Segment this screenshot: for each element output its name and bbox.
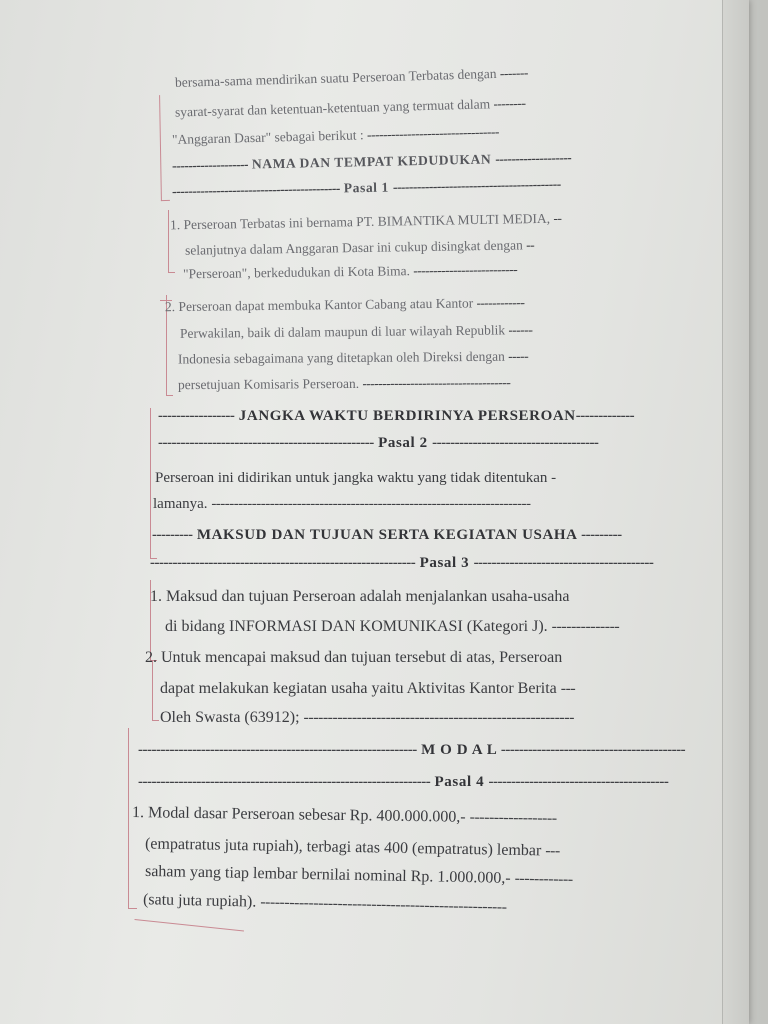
article-line: Perwakilan, baik di dalam maupun di luar wilayah Republik ------: [179, 322, 533, 341]
pasal-label: ----------------------------------------------------------------- Pasal 4 ----------------------------------------: [138, 774, 669, 790]
article-line: persetujuan Komisaris Perseroan. -------------------------------------: [177, 374, 511, 393]
article-line: 1. Perseroan Terbatas ini bernama PT. BIMANTIKA MULTI MEDIA, --: [169, 210, 562, 233]
article-line: 1. Modal dasar Perseroan sebesar Rp. 400.000.000,- ------------------: [131, 804, 557, 827]
article-line: selanjutnya dalam Anggaran Dasar ini cukup disingkat dengan --: [184, 237, 535, 258]
article-line: Oleh Swasta (63912); --------------------------------------------------------: [160, 709, 574, 726]
margin-bracket: [159, 95, 170, 201]
article-line: (empatratus juta rupiah), terbagi atas 400 (empatratus) lembar ---: [144, 835, 560, 860]
pasal-label: ------------------------------------------ Pasal 1 ------------------------------------------: [171, 176, 561, 199]
margin-bracket: [152, 660, 159, 721]
article-line: 1. Maksud dan tujuan Perseroan adalah menjalankan usaha-usaha: [150, 588, 570, 605]
article-line: "Perseroan", berkedudukan di Kota Bima. --------------------------: [182, 261, 518, 282]
section-heading: ----------------- JANGKA WAKTU BERDIRINYA PERSEROAN-------------: [158, 408, 635, 424]
article-line: Indonesia sebagaimana yang ditetapkan oleh Direksi dengan -----: [177, 348, 529, 367]
article-line: 2. Perseroan dapat membuka Kantor Cabang atau Kantor ------------: [164, 294, 525, 315]
pasal-label: ------------------------------------------------ Pasal 2 -------------------------------------: [158, 435, 599, 451]
section-heading: --------- MAKSUD DAN TUJUAN SERTA KEGIATAN USAHA ---------: [152, 527, 622, 543]
article-line: saham yang tiap lembar bernilai nominal Rp. 1.000.000,- ------------: [144, 862, 573, 889]
article-line: di bidang INFORMASI DAN KOMUNIKASI (Kategori J). --------------: [165, 618, 620, 635]
intro-line: "Anggaran Dasar" sebagai berikut : ---------------------------------: [171, 124, 500, 147]
section-heading: -------------------------------------------------------------- M O D A L -----------------------------------------: [138, 742, 686, 758]
article-line: dapat melakukan kegiatan usaha yaitu Aktivitas Kantor Berita ---: [160, 680, 576, 697]
article-line: Perseroan ini didirikan untuk jangka waktu yang tidak ditentukan -: [155, 470, 556, 486]
article-line: 2. Untuk mencapai maksud dan tujuan tersebut di atas, Perseroan: [145, 649, 563, 666]
pasal-label: ----------------------------------------------------------- Pasal 3 ----------------------------------------: [150, 555, 654, 571]
intro-line: bersama-sama mendirikan suatu Perseroan Terbatas dengan -------: [174, 65, 529, 90]
section-heading: ------------------- NAMA DAN TEMPAT KEDUDUKAN -------------------: [171, 149, 572, 174]
article-line: (satu juta rupiah). ---------------------------------------------------: [142, 891, 507, 916]
article-line: lamanya. -----------------------------------------------------------------------: [153, 496, 531, 512]
intro-line: syarat-syarat dan ketentuan-ketentuan yang termuat dalam --------: [174, 95, 526, 120]
